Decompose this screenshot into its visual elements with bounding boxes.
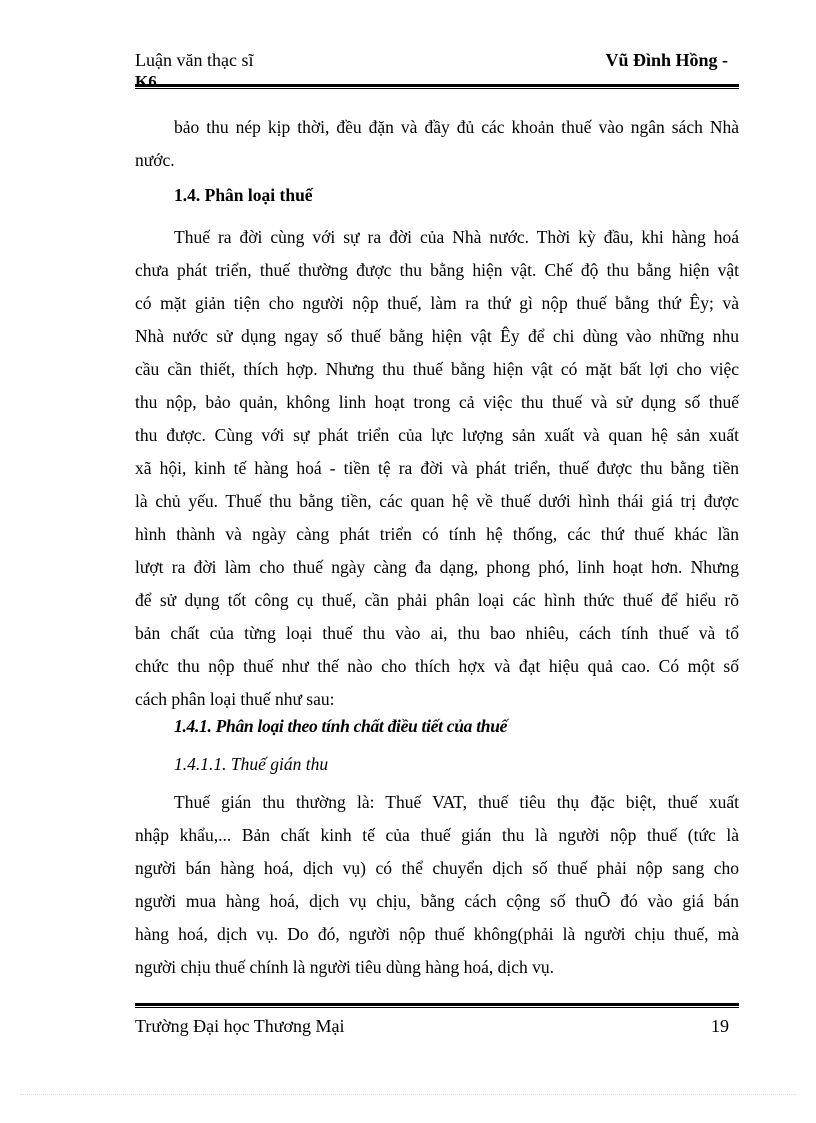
paragraph-line: cầu cần thiết, thích hợp. Nhưng thu thuế bằng hiện vật có mặt bất lợi cho việc [135,359,739,379]
paragraph-line: nhập khẩu,... Bản chất kinh tế của thuế gián thu là người nộp thuế (tức là [135,825,739,845]
subsubsection-heading: 1.4.1.1. Thuế gián thu [174,754,329,774]
paragraph-line: Nhà nước sử dụng ngay số thuế bằng hiện vật Êy để chi dùng vào những nhu [135,326,739,346]
paragraph-line: cách phân loại thuế như sau: [135,689,335,709]
paragraph-line: là chủ yếu. Thuế thu bằng tiền, các quan hệ về thuế dưới hình thái giá trị được [135,491,739,511]
footer-rule [135,1003,739,1008]
paragraph-line: thu nộp, bảo quản, không linh hoạt trong cả việc thu thuế và sử dụng số thuế [135,392,739,412]
paragraph-line: xã hội, kinh tế hàng hoá - tiền tệ ra đời và phát triển, thuế được thu bằng tiền [135,458,739,478]
paragraph-line: chưa phát triển, thuế thường được thu bằng hiện vật. Chế độ thu bằng hiện vật [135,260,739,280]
paragraph-line: lượt ra đời làm cho thuế ngày càng đa dạng, phong phó, linh hoạt hơn. Nhưng [135,557,739,577]
page-number: 19 [711,1016,729,1036]
paragraph-line: nước. [135,150,175,170]
paragraph-line: có mặt giản tiện cho người nộp thuế, làm ra thứ gì nộp thuế bằng thứ Êy; và [135,293,739,313]
paragraph-line: Thuế ra đời cùng với sự ra đời của Nhà nước. Thời kỳ đầu, khi hàng hoá [174,227,739,247]
paragraph-line: người bán hàng hoá, dịch vụ) có thể chuyển dịch số thuế phải nộp sang cho [135,858,739,878]
header-thesis-type: Luận văn thạc sĩ [135,50,254,70]
subsection-heading: 1.4.1. Phân loại theo tính chất điều tiết của thuế [174,716,508,736]
footer-school: Trường Đại học Thương Mại [135,1016,345,1036]
paragraph-line: người mua hàng hoá, dịch vụ chịu, bằng cách cộng số thuÕ đó vào giá bán [135,891,739,911]
paragraph-line: hình thành và ngày càng phát triển có tính hệ thống, các thứ thuế khác lần [135,524,739,544]
section-heading: 1.4. Phân loại thuế [174,185,313,205]
header-rule [135,84,739,89]
header-cohort: K6 [135,72,157,91]
page-edge [20,1094,796,1095]
paragraph-line: bảo thu nép kịp thời, đều đặn và đầy đủ các khoản thuế vào ngân sách Nhà [174,117,739,137]
paragraph-line: thu được. Cùng với sự phát triển của lực lượng sản xuất và quan hệ sản xuất [135,425,739,445]
paragraph-line: Thuế gián thu thường là: Thuế VAT, thuế tiêu thụ đặc biệt, thuế xuất [174,792,739,812]
paragraph-line: người chịu thuế chính là người tiêu dùng hàng hoá, dịch vụ. [135,957,555,977]
paragraph-line: hàng hoá, dịch vụ. Do đó, người nộp thuế không(phải là người chịu thuế, mà [135,924,739,944]
paragraph-line: chức thu nộp thuế như thế nào cho thích hợx và đạt hiệu quả cao. Có một số [135,656,739,676]
paragraph-line: để sử dụng tốt công cụ thuế, cần phải phân loại các hình thức thuế để hiểu rõ [135,590,739,610]
paragraph-line: bản chất của từng loại thuế thu vào ai, thu bao nhiêu, cách tính thuế và tổ [135,623,739,643]
header-author: Vũ Đình Hồng - [605,50,728,70]
